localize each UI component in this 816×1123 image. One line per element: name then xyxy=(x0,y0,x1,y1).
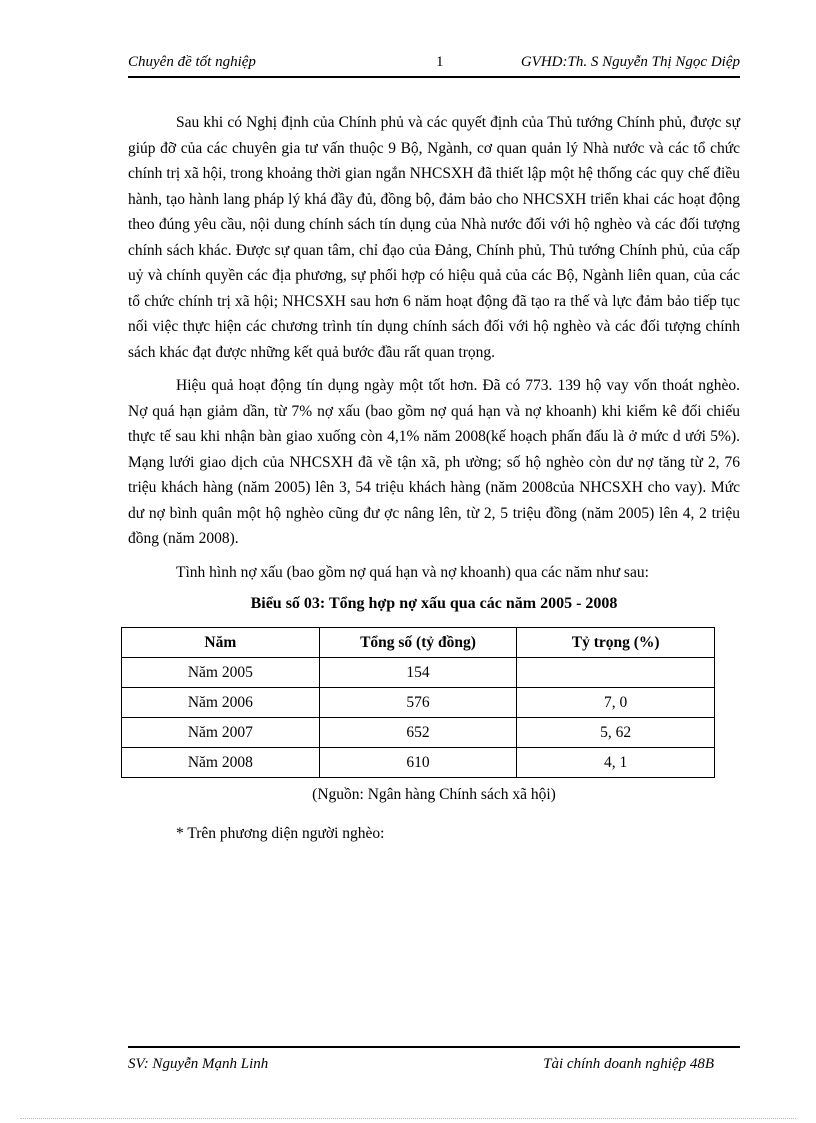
header-supervisor: GVHD:Th. S Nguyễn Thị Ngọc Diệp xyxy=(520,54,740,70)
footer-class: Tài chính doanh nghiệp 48B xyxy=(543,1056,714,1072)
table-row xyxy=(122,748,715,778)
cell-ratio: 7, 0 xyxy=(517,688,715,718)
cell-total: 154 xyxy=(319,658,517,688)
table-header-row xyxy=(122,628,715,658)
cell-year: Năm 2006 xyxy=(122,688,320,718)
cell-total: 610 xyxy=(319,748,517,778)
bad-debt-table xyxy=(121,627,715,778)
table-source: (Nguồn: Ngân hàng Chính sách xã hội) xyxy=(312,786,556,803)
cell-year: Năm 2007 xyxy=(122,718,320,748)
header-ratio: Tỷ trọng (%) xyxy=(517,628,715,658)
cell-year: Năm 2005 xyxy=(122,658,320,688)
cell-total: 652 xyxy=(319,718,517,748)
page-number: 1 xyxy=(436,54,444,70)
cell-ratio: 4, 1 xyxy=(517,748,715,778)
page-content xyxy=(128,110,740,846)
table-row xyxy=(122,658,715,688)
cell-ratio: 5, 62 xyxy=(517,718,715,748)
body-paragraph-2: Hiệu quả hoạt động tín dụng ngày một tốt hơn. Đã có 773. 139 hộ vay vốn thoát nghèo. Nợ quá hạn giảm dần, từ 7% nợ xấu (bao gồm nợ quá hạn và nợ khoanh) khi kiểm kê đối chiếu thực tế sau khi nhận bàn giao xuống còn 4,1% năm 2008(kế hoạch phấn đấu là ở mức d ưới 5%). Mạng lưới giao dịch của NHCSXH đã về tận xã, ph ường; số hộ nghèo còn dư nợ tăng từ 2, 76 triệu khách hàng (năm 2005) lên 3, 54 triệu khách hàng (năm 2008của NHCSXH cho vay). Mức dư nợ bình quân một hộ nghèo cũng đư ợc nâng lên, từ 2, 5 triệu đồng (năm 2005) lên 4, 2 triệu đồng (năm 2008). xyxy=(128,377,740,547)
body-paragraph-1: Sau khi có Nghị định của Chính phủ và các quyết định của Thủ tướng Chính phủ, được sự giúp đỡ của các chuyên gia tư vấn thuộc 9 Bộ, Ngành, cơ quan quản lý Nhà nước và các tổ chức chính trị xã hội, trong khoảng thời gian ngắn NHCSXH đã thiết lập một hệ thống các quy chế điều hành, tạo hành lang pháp lý khá đầy đủ, đồng bộ, đảm bảo cho NHCSXH triển khai các hoạt động theo đúng yêu cầu, nội dung chính sách tín dụng của Nhà nước đối với hộ nghèo và các đối tượng chính sách khác. Được sự quan tâm, chỉ đạo của Đảng, Chính phủ, Thủ tướng Chính phủ, của cấp uỷ và chính quyền các địa phương, sự phối hợp có hiệu quả của các Bộ, Ngành liên quan, của các tổ chức chính trị xã hội; NHCSXH sau hơn 6 năm hoạt động đã tạo ra thế và lực đảm bảo tiếp tục nối việc thực hiện các chương trình tín dụng chính sách đối với hộ nghèo và các đối tượng chính sách khác đạt được những kết quả bước đầu rất quan trọng. xyxy=(128,114,740,361)
header-total: Tổng số (tỷ đồng) xyxy=(319,628,517,658)
page-header xyxy=(128,50,740,78)
page-footer xyxy=(128,1046,740,1074)
section-note: * Trên phương diện người nghèo: xyxy=(176,825,385,842)
header-document-title: Chuyên đề tốt nghiệp xyxy=(128,54,256,70)
cell-ratio xyxy=(517,658,715,688)
header-year: Năm xyxy=(122,628,320,658)
table-row xyxy=(122,688,715,718)
table-lead-in: Tình hình nợ xấu (bao gồm nợ quá hạn và nợ khoanh) qua các năm như sau: xyxy=(176,563,649,581)
footer-student-name: SV: Nguyễn Mạnh Linh xyxy=(128,1056,269,1072)
cell-total: 576 xyxy=(319,688,517,718)
cell-year: Năm 2008 xyxy=(122,748,320,778)
page-bottom-divider xyxy=(20,1118,796,1119)
table-title: Biểu số 03: Tổng hợp nợ xấu qua các năm 2005 - 2008 xyxy=(250,595,618,612)
table-row xyxy=(122,718,715,748)
